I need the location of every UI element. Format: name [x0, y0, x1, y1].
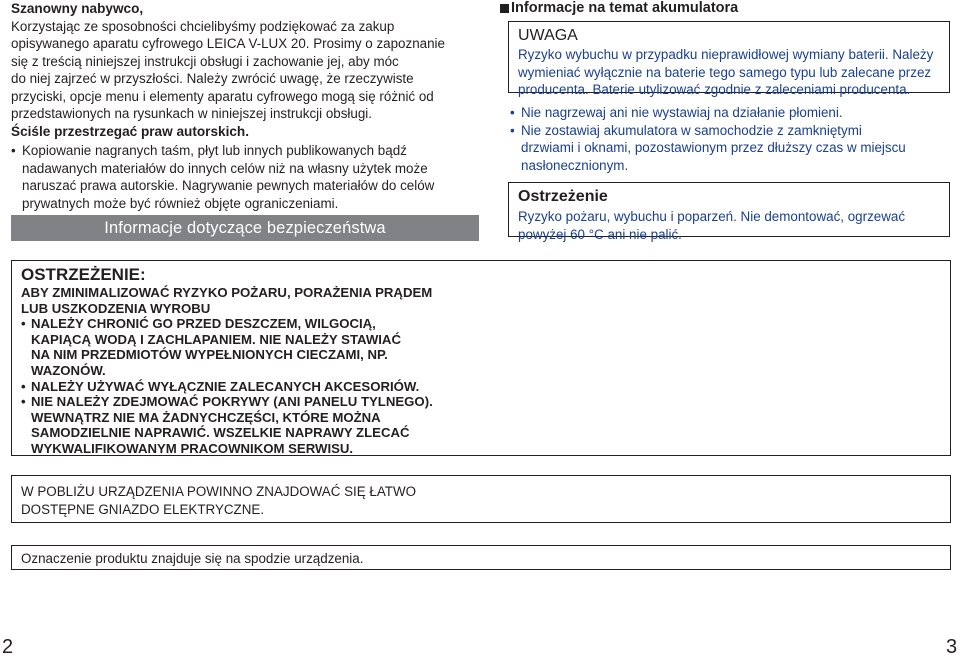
intro-line: przedstawionych na rysunkach w niniejszej instrukcji obsługi. [11, 106, 372, 121]
socket-line: W POBLIŻU URZĄDZENIA POWINNO ZNAJDOWAĆ SIĘ ŁATWO [21, 484, 417, 499]
page-number-left: 2 [2, 636, 14, 658]
battery-bullets [510, 104, 950, 174]
uwaga-box [508, 21, 950, 97]
battery-bullet-line: drzwiami i oknami, pozostawionym przez dłuższy czas w miejscu [521, 140, 906, 155]
warning-lead-line: ABY ZMINIMALIZOWAĆ RYZYKO POŻARU, PORAŻENIA PRĄDEM [21, 285, 433, 300]
ostrzezenie-heading: Ostrzeżenie [518, 188, 608, 205]
square-bullet-icon [500, 4, 509, 13]
label-notice-text: Oznaczenie produktu znajduje się na spodzie urządzenia. [21, 551, 364, 566]
copyright-section [11, 123, 481, 212]
copyright-bullet [11, 142, 481, 212]
warning-box [11, 260, 951, 456]
socket-line: DOSTĘPNE GNIAZDO ELEKTRYCZNE. [21, 501, 265, 517]
warning-bullet-line: KAPIĄCĄ WODĄ I ZACHLAPANIEM. NIE NALEŻY STAWIAĆ [31, 331, 401, 347]
ostrzezenie-line: Ryzyko pożaru, wybuchu i poparzeń. Nie demontować, ogrzewać [518, 209, 906, 224]
intro-line: się z treścią niniejszej instrukcji obsługi i zachowanie jej, aby móc [11, 53, 399, 69]
bullet-icon: • [21, 394, 26, 410]
copyright-line: naruszać prawa autorskie. Nagrywanie pewnych materiałów do celów [22, 178, 435, 193]
battery-title [499, 0, 738, 17]
bullet-icon: • [510, 122, 515, 138]
copyright-line: Kopiowanie nagranych taśm, płyt lub innych publikowanych bądź [22, 143, 407, 158]
label-notice-box [11, 545, 951, 570]
intro-line: opisywanego aparatu cyfrowego LEICA V-LUX 20. Prosimy o zapoznanie [11, 36, 445, 51]
battery-bullet-line: Nie nagrzewaj ani nie wystawiaj na działanie płomieni. [521, 105, 843, 120]
uwaga-line: wymieniać wyłącznie na baterie tego samego typu lub zalecane przez [518, 64, 932, 80]
intro-line: przyciski, opcje menu i elementy aparatu cyfrowego mogą się różnić od [11, 88, 434, 104]
page-number-right: 3 [946, 636, 958, 658]
list-item [21, 394, 950, 456]
bullet-icon: • [21, 378, 26, 394]
ostrzezenie-box [508, 182, 950, 242]
bullet-icon: • [21, 316, 26, 332]
socket-notice-box [11, 475, 951, 523]
copyright-line: prywatnych może być również objęte ograniczeniami. [22, 195, 339, 211]
safety-banner: Informacje dotyczące bezpieczeństwa [11, 215, 479, 241]
greeting: Szanowny nabywco, [11, 1, 144, 16]
intro-section [11, 0, 481, 123]
ostrzezenie-line: powyżej 60 °C ani nie palić. [518, 226, 682, 242]
warning-bullet-line: WEWNĄTRZ NIE MA ŻADNYCHCZĘŚCI, KTÓRE MOŻNA [31, 409, 381, 425]
intro-line: Korzystając ze sposobności chcielibyśmy podziękować za zakup [11, 18, 395, 34]
warning-lead-line: LUB USZKODZENIA WYROBU [21, 300, 211, 316]
intro-line: do niej zajrzeć w przyszłości. Należy zwrócić uwagę, że rzeczywiste [11, 71, 414, 86]
warning-heading: OSTRZEŻENIE: [21, 265, 146, 284]
warning-bullet-line: NALEŻY CHRONIĆ GO PRZED DESZCZEM, WILGOCIĄ, [31, 316, 376, 332]
warning-bullet-line: WAZONÓW. [31, 362, 106, 378]
list-item [510, 104, 950, 122]
bullet-icon: • [510, 105, 515, 120]
warning-bullet-line: WYKWALIFIKOWANYM PRACOWNIKOM SERWISU. [31, 440, 354, 456]
warning-bullet-line: NALEŻY UŻYWAĆ WYŁĄCZNIE ZALECANYCH AKCESORIÓW. [31, 378, 420, 394]
copyright-heading: Ściśle przestrzegać praw autorskich. [11, 124, 249, 139]
warning-bullet-line: SAMODZIELNIE NAPRAWIĆ. WSZELKIE NAPRAWY ZLECAĆ [31, 425, 410, 441]
list-item [21, 379, 950, 395]
battery-title-text: Informacje na temat akumulatora [511, 0, 739, 16]
battery-bullet-line: nasłonecznionym. [521, 157, 629, 173]
uwaga-heading: UWAGA [518, 27, 578, 44]
uwaga-line: producenta. Baterie utylizować zgodnie z zaleceniami producenta. [518, 82, 911, 97]
list-item [21, 316, 950, 378]
bullet-icon: • [11, 143, 16, 158]
list-item [510, 122, 950, 175]
warning-bullet-line: NIE NALEŻY ZDEJMOWAĆ POKRYWY (ANI PANELU TYLNEGO). [31, 394, 433, 410]
uwaga-line: Ryzyko wybuchu w przypadku nieprawidłowej wymiany baterii. Należy [518, 47, 934, 62]
warning-bullet-line: NA NIM PRZEDMIOTÓW WYPEŁNIONYCH CIECZAMI, NP. [31, 347, 388, 363]
battery-bullet-line: Nie zostawiaj akumulatora w samochodzie z zamkniętymi [521, 122, 862, 138]
copyright-line: nadawanych materiałów do innych celów niż na własny użytek może [22, 160, 428, 176]
